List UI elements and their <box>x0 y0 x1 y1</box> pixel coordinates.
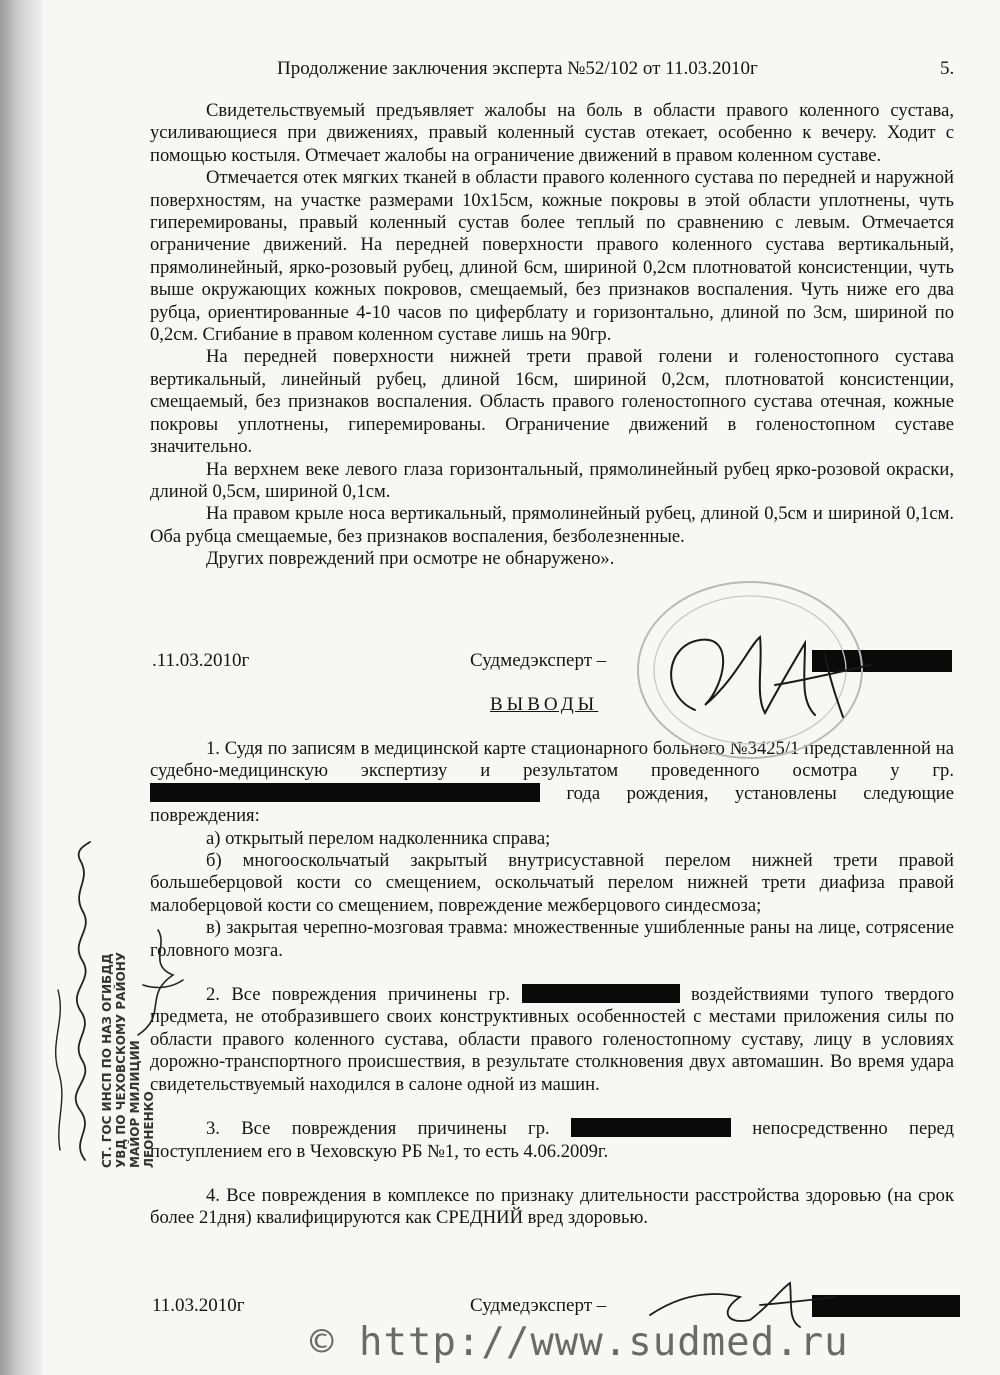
conclusions-title: ВЫВОДЫ <box>490 694 599 715</box>
conclusion-2-start: 2. Все повреждения причинены гр. <box>206 984 511 1006</box>
redaction-person-name-3 <box>571 1118 731 1137</box>
conclusion-1-start: 1. Судя по записям в медицинской карте стационарного больного №3425/1 представленной на судебно-медицинскую экспертизу и результатом проведенного осмотра у гр. <box>150 738 954 782</box>
inspector-stamp <box>100 952 156 1168</box>
examination-paragraph-nose: На правом крыле носа вертикальный, прямолинейный рубец, длиной 0,5см и шириной 0,1см. Оба рубца смещаемые, без признаков воспаления, безболезненные. <box>150 503 954 547</box>
source-watermark: © http://www.sudmed.ru <box>310 1320 849 1365</box>
conclusion-3-end: непосредственно перед поступлением его в Чеховскую РБ №1, то есть 4.06.2009г. <box>150 1118 954 1162</box>
inspector-stamp-line-2: УВД ПО ЧЕХОВСКОМУ РАЙОНУ <box>114 952 128 1168</box>
conclusion-1 <box>150 738 954 828</box>
scan-edge-shadow <box>0 0 42 1375</box>
page-number: 5. <box>940 58 955 79</box>
page-header-title: Продолжение заключения эксперта №52/102 от 11.03.2010г <box>277 58 758 79</box>
redaction-person-name-2 <box>522 984 680 1003</box>
redaction-person-name-1 <box>150 783 540 802</box>
inspector-stamp-line-4: ЛЕОНЕНКО <box>142 1091 156 1168</box>
conclusion-1-item-b: б) многооскольчатый закрытый внутрисуставной перелом нижней трети правой большеберцовой кости со смещением, оскольчатый перелом нижней трети диафиза правой малоберцовой кости со смещением, повреждение межберцового синдесмоза; <box>150 850 954 916</box>
examination-paragraph-knee: Отмечается отек мягких тканей в области правого коленного сустава по передней и наружной поверхностям, на участке размерами 10х15см, кожные покровы в этой области уплотнены, чуть гиперемированы, правый коленный сустав более теплый по сравнению с левым. Отмечается ограничение движений. На передней поверхности правого коленного сустава вертикальный, прямолинейный, ярко-розовый рубец, длиной 6см, шириной 0,2см плотноватой консистенции, чуть выше окружающих кожных покровов, смещаемый, без признаков воспаления. Чуть ниже его два рубца, ориентированные 4-10 часов по циферблату и горизонтально, длиной по 3см, шириной по 0,2см. Сгибание в правом коленном суставе лишь на 90гр. <box>150 167 954 346</box>
conclusion-1-item-a: а) открытый перелом надколенника справа; <box>206 827 551 849</box>
redaction-expert-name-2 <box>812 1295 960 1317</box>
signature-date-2: 11.03.2010г <box>152 1295 245 1316</box>
conclusion-1-end: года рождения, установлены следующие повреждения: <box>150 782 954 827</box>
examination-paragraph-complaints: Свидетельствуемый предъявляет жалобы на боль в области правого коленного сустава, усиливающиеся при движениях, правый коленный сустав отекает, особенно к вечеру. Ходит с помощью костыля. Отмечает жалобы на ограничение движений в правом коленном суставе. <box>150 100 954 166</box>
inspector-stamp-line-3: МАЙОР МИЛИЦИИ <box>128 1040 142 1168</box>
conclusion-2 <box>150 984 954 1096</box>
conclusion-4: 4. Все повреждения в комплексе по признаку длительности расстройства здоровью (на срок более 21дня) квалифицируются как СРЕДНИЙ вред здоровью. <box>150 1184 954 1229</box>
conclusion-2-end: воздействиями тупого твердого предмета, не отобразившего своих конструктивных особенностей с местами приложения силы по области правого коленного сустава, области правого голеностопному суставу, лицу в условиях дорожно-транспортного происшествия, в результате столкновения двух автомашин. Во время удара свидетельствуемый находился в салоне одной из машин. <box>150 984 955 1095</box>
conclusion-3 <box>150 1118 954 1163</box>
conclusion-3-start: 3. Все повреждения причинены гр. <box>206 1118 550 1140</box>
signer-label-2: Судмедэксперт – <box>470 1295 607 1316</box>
conclusion-1-item-c: в) закрытая черепно-мозговая травма: множественные ушибленные раны на лице, сотрясение головного мозга. <box>150 917 954 961</box>
examination-paragraph-eyelid: На верхнем веке левого глаза горизонтальный, прямолинейный рубец ярко-розовой окраски, длиной 0,5см, шириной 0,1см. <box>150 458 954 502</box>
expert-signature-1 <box>655 625 885 725</box>
examination-paragraph-closing: Других повреждений при осмотре не обнаружено». <box>206 548 615 570</box>
signature-date-1: .11.03.2010г <box>152 650 250 671</box>
inspector-stamp-line-1: СТ. ГОС ИНСП ПО НАЗ ОГИБДД <box>100 953 114 1168</box>
examination-section <box>150 100 954 571</box>
conclusions-section <box>150 738 954 1230</box>
redaction-expert-name-1 <box>812 650 952 672</box>
signer-label-1: Судмедэксперт – <box>470 650 607 671</box>
examination-paragraph-shin: На передней поверхности нижней трети правой голени и голеностопного сустава вертикальный, линейный рубец, длиной 16см, шириной 0,2см, плотноватой консистенции, смещаемый, без признаков воспаления. Область правого голеностопного сустава отечная, кожные покровы уплотнены, гиперемированы. Ограничение движений в голеностопном суставе значительно. <box>150 346 954 458</box>
